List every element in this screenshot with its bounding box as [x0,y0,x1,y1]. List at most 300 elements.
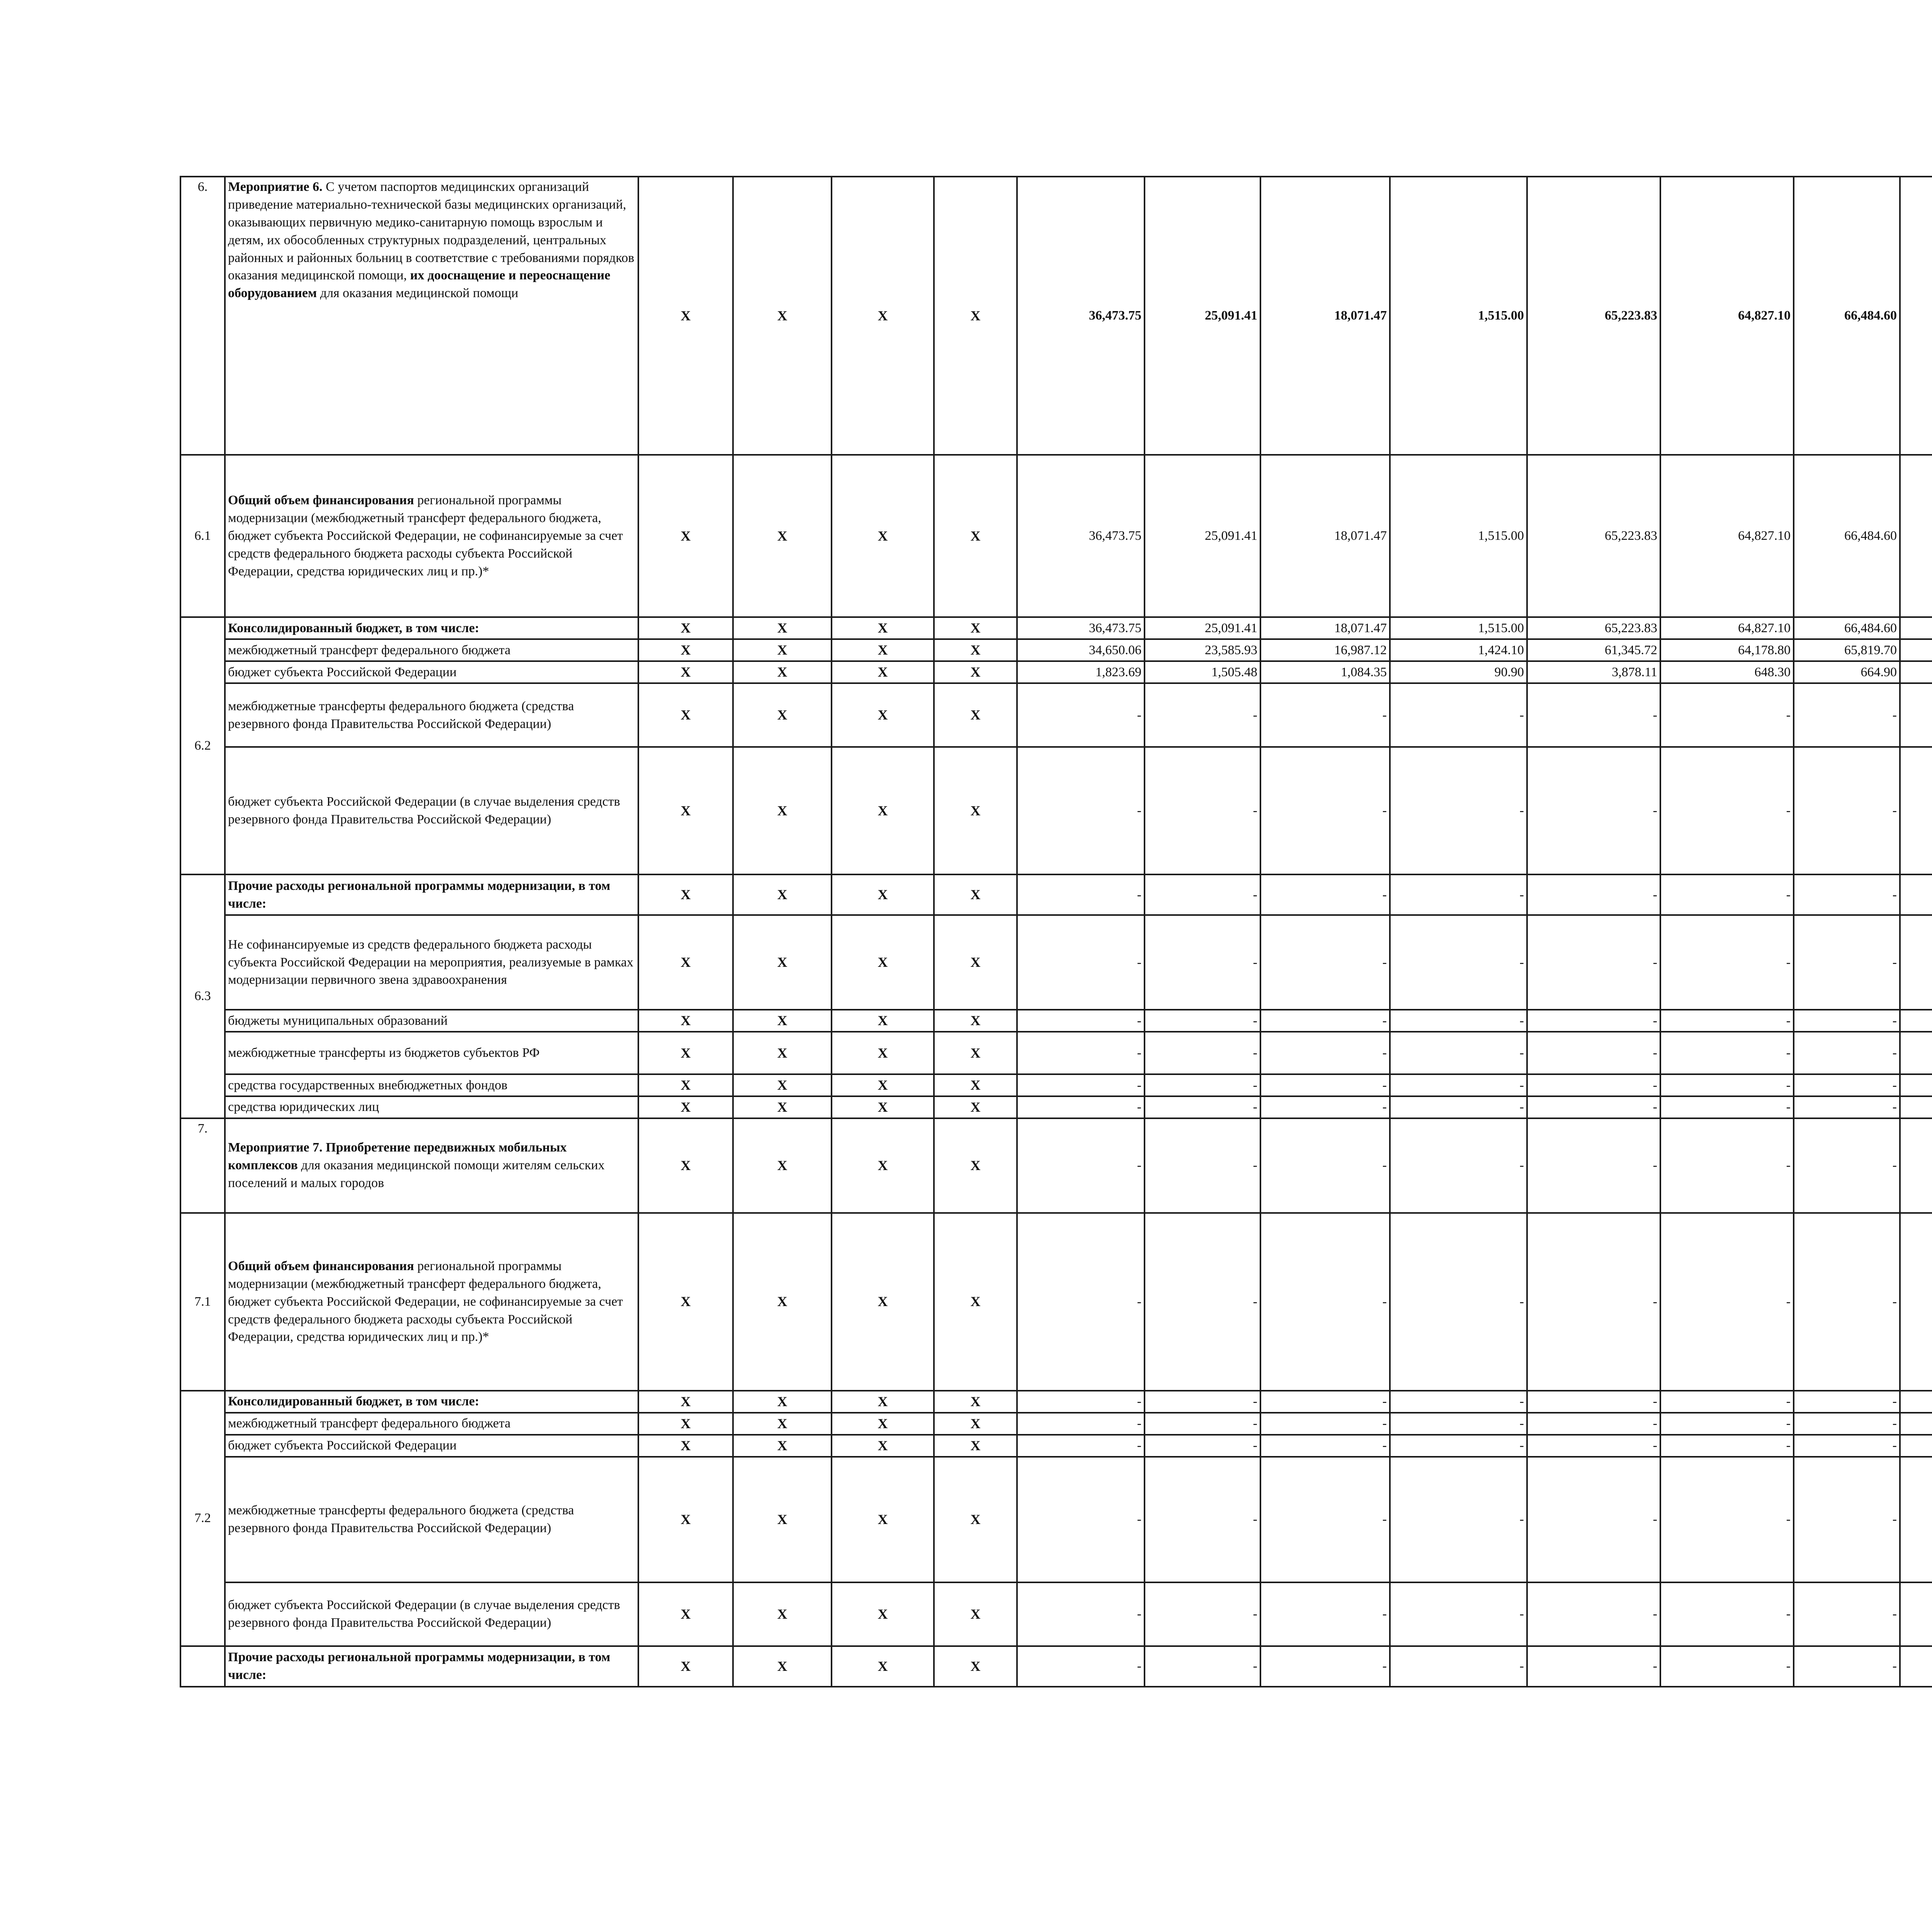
table-row [180,1213,1932,1391]
value-cell: - [1017,1074,1145,1096]
x-marker-cell: X [733,1413,832,1435]
value-cell: - [1017,1457,1145,1582]
x-marker-cell: X [832,1096,934,1118]
x-marker-cell: X [733,1096,832,1118]
row-description: средства юридических лиц [225,1096,638,1118]
value-cell: - [1145,1413,1260,1435]
row-description: Прочие расходы региональной программы модернизации, в том числе: [225,874,638,915]
value-cell: 1,515.00 [1390,617,1527,639]
value-cell: - [1794,1646,1900,1687]
value-cell: - [1260,1457,1390,1582]
value-cell: 36,473.75 [1017,455,1145,617]
row-number: 6. [180,177,225,455]
value-cell: - [1260,683,1390,747]
x-marker-cell: X [832,661,934,683]
value-cell: - [1145,1391,1260,1413]
value-cell [1900,1435,1932,1457]
value-cell: 65,819.70 [1794,639,1900,661]
row-number: 6.1 [180,455,225,617]
value-cell [1900,1118,1932,1213]
row-description: Мероприятие 7. Приобретение передвижных мобильных комплексов для оказания медицинской помощи жителям сельских поселений и малых городов [225,1118,638,1213]
x-marker-cell: X [733,617,832,639]
value-cell: - [1017,1413,1145,1435]
value-cell: - [1660,1457,1794,1582]
x-marker-cell: X [733,1391,832,1413]
value-cell: - [1145,1032,1260,1074]
table-row [180,1646,1932,1687]
x-marker-cell: X [934,1118,1017,1213]
row-description: Общий объем финансирования региональной программы модернизации (межбюджетный трансферт федерального бюджета, бюджет субъекта Российской Федерации, не софинансируемые за счет средств федерального бюджета расходы субъекта Российской Федерации, средства юридических лиц и пр.)* [225,1213,638,1391]
value-cell: - [1017,1213,1145,1391]
value-cell: - [1527,915,1660,1010]
x-marker-cell: X [832,1646,934,1687]
x-marker-cell: X [638,874,733,915]
value-cell: - [1527,1074,1660,1096]
row-description: бюджет субъекта Российской Федерации (в случае выделения средств резервного фонда Правительства Российской Федерации) [225,747,638,874]
value-cell: - [1017,1096,1145,1118]
value-cell: - [1145,1457,1260,1582]
x-marker-cell: X [638,1435,733,1457]
x-marker-cell: X [638,639,733,661]
value-cell: - [1660,1118,1794,1213]
value-cell: - [1260,1646,1390,1687]
x-marker-cell: X [832,1582,934,1646]
value-cell: - [1390,683,1527,747]
row-description: Не софинансируемые из средств федерального бюджета расходы субъекта Российской Федерации на мероприятия, реализуемые в рамках модернизации первичного звена здравоохранения [225,915,638,1010]
x-marker-cell: X [934,455,1017,617]
row-description: межбюджетные трансферты федерального бюджета (средства резервного фонда Правительства Российской Федерации) [225,1457,638,1582]
row-number: 6.2 [180,617,225,874]
x-marker-cell: X [934,915,1017,1010]
value-cell: - [1260,1074,1390,1096]
value-cell: 1,823.69 [1017,661,1145,683]
value-cell [1900,617,1932,639]
table-row [180,1435,1932,1457]
x-marker-cell: X [934,1435,1017,1457]
value-cell: - [1260,1435,1390,1457]
table-row [180,1413,1932,1435]
value-cell: 1,515.00 [1390,177,1527,455]
x-marker-cell: X [934,661,1017,683]
value-cell [1900,915,1932,1010]
value-cell: - [1145,915,1260,1010]
x-marker-cell: X [638,1413,733,1435]
value-cell: - [1260,1096,1390,1118]
table-row [180,639,1932,661]
value-cell: - [1017,1032,1145,1074]
value-cell: - [1145,1074,1260,1096]
table-row [180,1010,1932,1032]
value-cell: - [1017,915,1145,1010]
x-marker-cell: X [733,1435,832,1457]
value-cell [1900,747,1932,874]
table-row [180,1074,1932,1096]
x-marker-cell: X [934,1457,1017,1582]
x-marker-cell: X [733,1118,832,1213]
value-cell: - [1660,1391,1794,1413]
value-cell: - [1527,1582,1660,1646]
x-marker-cell: X [733,747,832,874]
value-cell [1900,1096,1932,1118]
x-marker-cell: X [934,1213,1017,1391]
value-cell: 25,091.41 [1145,617,1260,639]
value-cell: - [1145,1435,1260,1457]
value-cell: - [1527,683,1660,747]
value-cell: - [1794,1582,1900,1646]
value-cell: - [1017,747,1145,874]
value-cell [1900,1074,1932,1096]
value-cell: - [1145,874,1260,915]
value-cell [1900,1391,1932,1413]
value-cell: - [1390,1413,1527,1435]
x-marker-cell: X [638,1118,733,1213]
value-cell: - [1145,1010,1260,1032]
table-row [180,617,1932,639]
value-cell: - [1260,915,1390,1010]
value-cell: - [1794,683,1900,747]
x-marker-cell: X [832,1413,934,1435]
value-cell: - [1794,1074,1900,1096]
value-cell: - [1390,1074,1527,1096]
x-marker-cell: X [934,1582,1017,1646]
x-marker-cell: X [638,455,733,617]
value-cell: - [1660,1646,1794,1687]
row-description: бюджет субъекта Российской Федерации [225,1435,638,1457]
x-marker-cell: X [638,1074,733,1096]
x-marker-cell: X [638,1391,733,1413]
value-cell [1900,661,1932,683]
value-cell: 18,071.47 [1260,177,1390,455]
x-marker-cell: X [832,1010,934,1032]
x-marker-cell: X [733,661,832,683]
value-cell [1900,874,1932,915]
value-cell: - [1527,1391,1660,1413]
value-cell: 664.90 [1794,661,1900,683]
table-row [180,915,1932,1010]
x-marker-cell: X [934,1391,1017,1413]
x-marker-cell: X [638,1457,733,1582]
value-cell: 66,484.60 [1794,177,1900,455]
value-cell: - [1527,874,1660,915]
row-number [180,1646,225,1687]
value-cell: - [1794,1435,1900,1457]
x-marker-cell: X [934,1010,1017,1032]
x-marker-cell: X [638,915,733,1010]
value-cell: - [1390,1213,1527,1391]
table-row [180,683,1932,747]
x-marker-cell: X [638,617,733,639]
value-cell: - [1145,747,1260,874]
x-marker-cell: X [733,1010,832,1032]
value-cell [1900,177,1932,455]
value-cell: 65,223.83 [1527,617,1660,639]
table-row [180,1032,1932,1074]
value-cell: - [1260,1010,1390,1032]
value-cell: - [1660,683,1794,747]
row-description: межбюджетный трансферт федерального бюджета [225,639,638,661]
value-cell: - [1260,1032,1390,1074]
x-marker-cell: X [733,1646,832,1687]
value-cell: - [1145,1582,1260,1646]
x-marker-cell: X [832,874,934,915]
value-cell: - [1390,1391,1527,1413]
row-number: 6.3 [180,874,225,1118]
value-cell: - [1794,1213,1900,1391]
value-cell: - [1794,1096,1900,1118]
value-cell: - [1660,1032,1794,1074]
value-cell: 65,223.83 [1527,177,1660,455]
value-cell: - [1794,1032,1900,1074]
value-cell [1900,1010,1932,1032]
x-marker-cell: X [934,1096,1017,1118]
table-row [180,455,1932,617]
value-cell: 648.30 [1660,661,1794,683]
value-cell: 16,987.12 [1260,639,1390,661]
value-cell: - [1145,1213,1260,1391]
row-description: межбюджетные трансферты из бюджетов субъектов РФ [225,1032,638,1074]
value-cell: 1,515.00 [1390,455,1527,617]
value-cell: - [1660,1010,1794,1032]
value-cell: 36,473.75 [1017,177,1145,455]
value-cell: 34,650.06 [1017,639,1145,661]
row-description: средства государственных внебюджетных фондов [225,1074,638,1096]
x-marker-cell: X [934,1074,1017,1096]
x-marker-cell: X [832,1118,934,1213]
table-row [180,1582,1932,1646]
x-marker-cell: X [934,617,1017,639]
x-marker-cell: X [934,1032,1017,1074]
row-description: Мероприятие 6. С учетом паспортов медицинских организаций приведение материально-технической базы медицинских организаций, оказывающих первичную медико-санитарную помощь взрослым и детям, их обособленных структурных подразделений, центральных районных и районных больниц в соответствие с требованиями порядков оказания медицинской помощи, их дооснащение и переоснащение оборудованием для оказания медицинской помощи [225,177,638,455]
x-marker-cell: X [934,1413,1017,1435]
value-cell: - [1527,1032,1660,1074]
value-cell [1900,1582,1932,1646]
x-marker-cell: X [832,1391,934,1413]
row-description: межбюджетный трансферт федерального бюджета [225,1413,638,1435]
x-marker-cell: X [832,1213,934,1391]
x-marker-cell: X [733,1074,832,1096]
value-cell: - [1660,1435,1794,1457]
x-marker-cell: X [934,177,1017,455]
value-cell: - [1660,915,1794,1010]
row-description: Общий объем финансирования региональной программы модернизации (межбюджетный трансферт федерального бюджета, бюджет субъекта Российской Федерации, не софинансируемые за счет средств федерального бюджета расходы субъекта Российской Федерации, средства юридических лиц и пр.)* [225,455,638,617]
value-cell: - [1794,1457,1900,1582]
x-marker-cell: X [733,455,832,617]
x-marker-cell: X [832,915,934,1010]
x-marker-cell: X [733,683,832,747]
x-marker-cell: X [934,1646,1017,1687]
row-description: бюджет субъекта Российской Федерации [225,661,638,683]
value-cell: - [1260,1582,1390,1646]
x-marker-cell: X [832,1457,934,1582]
x-marker-cell: X [638,747,733,874]
value-cell: - [1660,1096,1794,1118]
value-cell: - [1260,1213,1390,1391]
value-cell: - [1145,1118,1260,1213]
value-cell: - [1390,1646,1527,1687]
x-marker-cell: X [733,915,832,1010]
value-cell: - [1017,1582,1145,1646]
x-marker-cell: X [832,1032,934,1074]
row-description: Консолидированный бюджет, в том числе: [225,1391,638,1413]
value-cell: 64,827.10 [1660,617,1794,639]
x-marker-cell: X [832,617,934,639]
value-cell: - [1794,1391,1900,1413]
x-marker-cell: X [934,874,1017,915]
value-cell [1900,1413,1932,1435]
value-cell: - [1794,1010,1900,1032]
row-description: Консолидированный бюджет, в том числе: [225,617,638,639]
value-cell [1900,1457,1932,1582]
value-cell: - [1017,1391,1145,1413]
x-marker-cell: X [733,1213,832,1391]
value-cell: - [1660,747,1794,874]
table-row [180,747,1932,874]
value-cell: 61,345.72 [1527,639,1660,661]
value-cell: - [1660,1213,1794,1391]
value-cell [1900,683,1932,747]
value-cell: 64,827.10 [1660,455,1794,617]
value-cell: 18,071.47 [1260,455,1390,617]
value-cell: - [1660,1582,1794,1646]
value-cell: 36,473.75 [1017,617,1145,639]
value-cell: - [1794,915,1900,1010]
value-cell: - [1527,1435,1660,1457]
x-marker-cell: X [638,1646,733,1687]
x-marker-cell: X [733,177,832,455]
row-description: Прочие расходы региональной программы модернизации, в том числе: [225,1646,638,1687]
value-cell: - [1527,1010,1660,1032]
table-row [180,661,1932,683]
value-cell: - [1260,747,1390,874]
value-cell: - [1660,874,1794,915]
x-marker-cell: X [733,639,832,661]
value-cell: - [1017,874,1145,915]
value-cell: 1,505.48 [1145,661,1260,683]
value-cell: - [1660,1413,1794,1435]
x-marker-cell: X [733,1457,832,1582]
value-cell [1900,455,1932,617]
value-cell: 1,084.35 [1260,661,1390,683]
value-cell: 64,178.80 [1660,639,1794,661]
value-cell: - [1017,1435,1145,1457]
value-cell: - [1260,1413,1390,1435]
value-cell: - [1017,683,1145,747]
value-cell: - [1794,747,1900,874]
x-marker-cell: X [638,177,733,455]
value-cell [1900,1032,1932,1074]
row-number: 7. [180,1118,225,1213]
value-cell: - [1527,747,1660,874]
value-cell: 1,424.10 [1390,639,1527,661]
x-marker-cell: X [934,639,1017,661]
row-number: 7.2 [180,1391,225,1646]
value-cell: - [1145,683,1260,747]
table-row [180,177,1932,455]
value-cell: - [1794,874,1900,915]
x-marker-cell: X [638,1213,733,1391]
value-cell: - [1260,1118,1390,1213]
value-cell: - [1017,1646,1145,1687]
value-cell: - [1390,1582,1527,1646]
value-cell: - [1390,874,1527,915]
x-marker-cell: X [638,1032,733,1074]
value-cell: 18,071.47 [1260,617,1390,639]
x-marker-cell: X [934,683,1017,747]
row-description: бюджет субъекта Российской Федерации (в случае выделения средств резервного фонда Правительства Российской Федерации) [225,1582,638,1646]
value-cell: 65,223.83 [1527,455,1660,617]
value-cell: - [1390,1010,1527,1032]
value-cell: - [1390,1032,1527,1074]
value-cell: - [1390,1118,1527,1213]
value-cell: - [1660,1074,1794,1096]
row-description: межбюджетные трансферты федерального бюджета (средства резервного фонда Правительства Российской Федерации) [225,683,638,747]
financing-table [180,176,1932,1687]
value-cell: 66,484.60 [1794,617,1900,639]
value-cell: - [1390,1096,1527,1118]
x-marker-cell: X [832,177,934,455]
x-marker-cell: X [832,639,934,661]
row-number: 7.1 [180,1213,225,1391]
x-marker-cell: X [733,874,832,915]
table-row [180,874,1932,915]
value-cell: - [1794,1118,1900,1213]
value-cell: 66,484.60 [1794,455,1900,617]
value-cell: - [1527,1413,1660,1435]
value-cell: - [1145,1646,1260,1687]
table-row [180,1457,1932,1582]
value-cell: - [1527,1457,1660,1582]
value-cell: 23,585.93 [1145,639,1260,661]
table-row [180,1096,1932,1118]
value-cell: 90.90 [1390,661,1527,683]
x-marker-cell: X [638,683,733,747]
x-marker-cell: X [934,747,1017,874]
value-cell: 64,827.10 [1660,177,1794,455]
value-cell: - [1390,1457,1527,1582]
x-marker-cell: X [733,1582,832,1646]
value-cell: - [1527,1213,1660,1391]
value-cell: - [1260,874,1390,915]
row-description: бюджеты муниципальных образований [225,1010,638,1032]
value-cell: - [1390,747,1527,874]
x-marker-cell: X [638,1582,733,1646]
value-cell [1900,1646,1932,1687]
value-cell: - [1527,1118,1660,1213]
table-row [180,1391,1932,1413]
x-marker-cell: X [832,455,934,617]
value-cell: - [1390,915,1527,1010]
value-cell: - [1527,1096,1660,1118]
x-marker-cell: X [832,1074,934,1096]
x-marker-cell: X [832,683,934,747]
x-marker-cell: X [638,661,733,683]
x-marker-cell: X [832,1435,934,1457]
x-marker-cell: X [638,1010,733,1032]
value-cell [1900,1213,1932,1391]
value-cell: - [1527,1646,1660,1687]
value-cell [1900,639,1932,661]
value-cell: - [1794,1413,1900,1435]
value-cell: 25,091.41 [1145,177,1260,455]
value-cell: - [1017,1118,1145,1213]
table-row [180,1118,1932,1213]
value-cell: - [1260,1391,1390,1413]
x-marker-cell: X [832,747,934,874]
value-cell: 25,091.41 [1145,455,1260,617]
value-cell: 3,878.11 [1527,661,1660,683]
value-cell: - [1017,1010,1145,1032]
x-marker-cell: X [638,1096,733,1118]
